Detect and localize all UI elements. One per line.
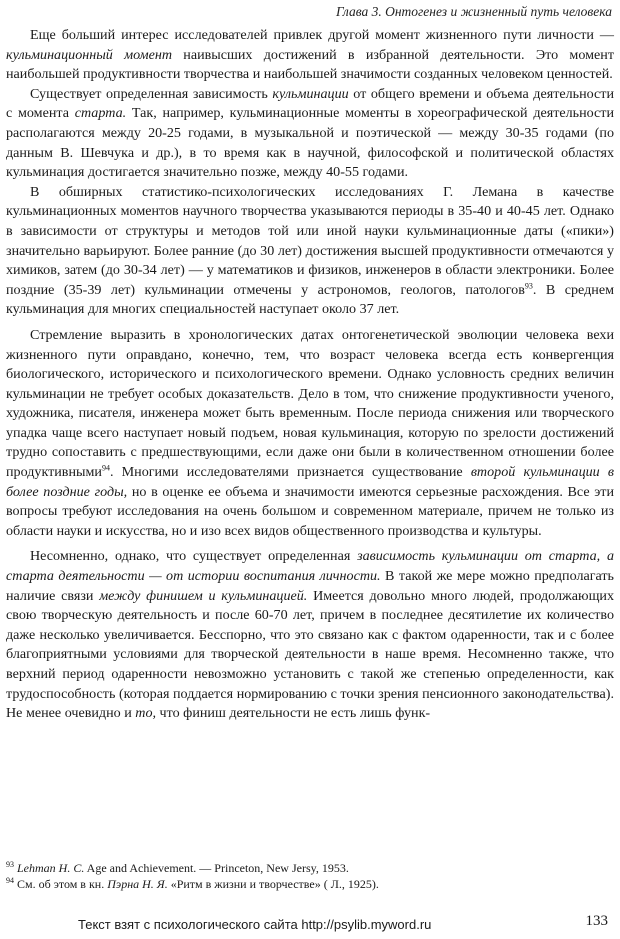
- footnote: $^{93}$ Lehman H. C. Age and Achievement. — Princeton, New Jersy, 1953.: [6, 860, 349, 875]
- footnotes: [6, 860, 614, 892]
- page-number: 133: [585, 913, 608, 929]
- paragraph: Еще больший интерес исследователей привлек другой момент жизненного пути личности — кульминационный момент наивысших достижений в избранной деятельности. Это момент наибольшей продуктивности творчества и наибольшей значимости созданных человеком ценностей.: [6, 27, 614, 83]
- footer-source-line: Текст взят с психологического сайта http://psylib.myword.ru: [78, 917, 432, 932]
- footnote-ref: 93: [524, 281, 533, 291]
- paragraph: В обширных статистико-психологических исследованиях Г. Лемана в качестве кульминационных моментов научного творчества указываются периоды в 35-40 и 40-45 лет. Однако в зависимости от структуры и методов той или иной науки кульминационные даты («пики») значительно варьируют. Более ранние (до 30 лет) достижения высшей продуктивности отмечаются у химиков, затем (до 30-34 лет) — у математиков и физиков, инженеров в области электроники. Более поздние (35-39 лет) кульминации отмечены у астрономов, геологов, патологов$^{93}$. В среднем кульминация для многих специальностей наступает около 37 лет.: [6, 183, 614, 318]
- footnote-ref: 94: [101, 463, 110, 473]
- body-text: [6, 26, 614, 724]
- paragraph: Стремление выразить в хронологических датах онтогенетической эволюции человека вехи жизненного пути оправдано, конечно, тем, что возраст человека всегда есть конвергенция биологического, исторического и психологического времени. Однако условность средних величин кульминации не требует особых доказательств. Дело в том, что снижение продуктивности ученого, художника, писателя, инженера может быть временным. После периода снижения или творческого упадка чаще всего наступает новый подъем, новая кульминация, которую по зрелости достижений трудно сопоставить с предшествующими, если даже они были в количественном отношении более продуктивными$^{94}$. Многими исследователями признается существование второй кульминации в более поздние годы, но в оценке ее объема и значимости имеются серьезные расхождения. Все эти вопросы требуют исследования на очень большом и современном материале, причем не только из области науки и искусства, но и изо всех видов общественного производства и культуры.: [6, 326, 615, 539]
- paragraph: Существует определенная зависимость кульминации от общего времени и объема деятельности с момента старта. Так, например, кульминационные моменты в хореографической деятельности располагаются между 20-25 годами, в музыкальной и поэтической — между 30-35 годами (по данным В. Шевчука и др.), в то время как в научной, философской и политической областях кульминация достигается значительно позже, между 40-55 годами.: [6, 85, 614, 181]
- running-head: Глава 3. Онтогенез и жизненный путь человека: [335, 4, 612, 19]
- paragraph: Несомненно, однако, что существует определенная зависимость кульминации от старта, а старта деятельности — от истории воспитания личности. В такой же мере можно предполагать наличие связи между финишем и кульминацией. Имеется довольно много людей, продолжающих свою творческую деятельность и после 60-70 лет, причем в последнее десятилетие их количество даже несколько увеличивается. Бесспорно, что это связано как с фактом одаренности, так и с более благоприятными условиями для творческой деятельности в наше время. Несомненно также, что верхний период одаренности невозможно установить с такой же степенью определенности, как трудоспособность (которая поддается нормированию с точки зрения пенсионного законодательства). Не менее очевидно и то, что финиш деятельности не есть лишь функ-: [6, 548, 615, 722]
- footnote: $^{94}$ См. об этом в кн. Пэрна Н. Я. «Ритм в жизни и творчестве» ( Л., 1925).: [6, 876, 379, 891]
